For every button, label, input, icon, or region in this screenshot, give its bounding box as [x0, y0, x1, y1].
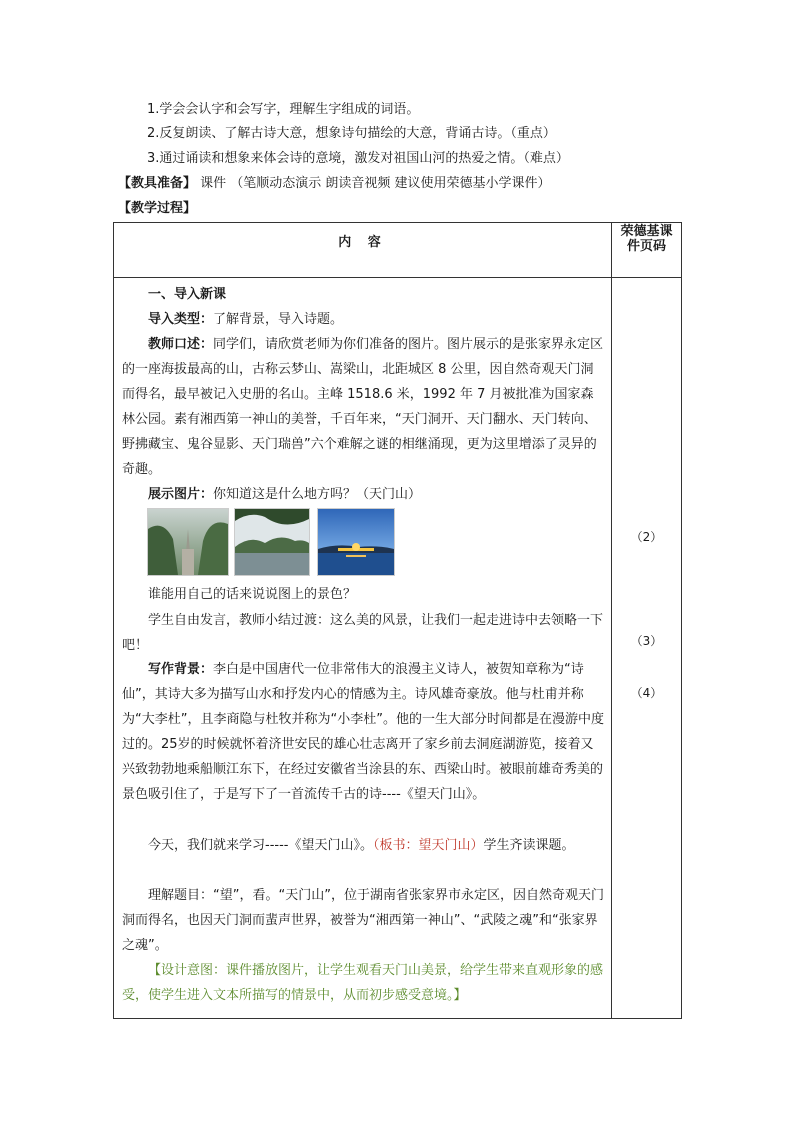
- section-title: 一、导入新课: [148, 287, 227, 302]
- board-writing: （板书：望天门山）: [372, 838, 484, 853]
- tianmen-mountain-photo: [147, 508, 229, 576]
- goal-1: 1.学会会认字和会写字，理解生字组成的词语。: [147, 102, 420, 117]
- intro-type: 导入类型：了解背景，导入诗题。: [148, 312, 344, 327]
- sunset-lake-photo: [317, 508, 395, 576]
- goal-2: 2.反复朗读、了解古诗大意，想象诗句描绘的大意，背诵古诗。（重点）: [147, 126, 556, 141]
- page-ref-2: （2）: [630, 530, 663, 544]
- lake-hills-photo: [234, 508, 310, 576]
- page-ref-3: （3）: [630, 634, 663, 648]
- page-ref-4: （4）: [630, 686, 663, 700]
- header-content: 内 容: [114, 223, 612, 278]
- process-label: 【教学过程】: [118, 201, 197, 216]
- discussion-text: 学生自由发言，教师小结过渡：这么美的风景，让我们一起走进诗中去领略一下吧！: [122, 613, 604, 653]
- header-page: 荣德基课件页码: [612, 223, 682, 278]
- question-text: 谁能用自己的话来说说图上的景色？: [148, 587, 357, 602]
- writing-background: 写作背景：李白是中国唐代一位非常伟大的浪漫主义诗人，被贺知章称为“诗仙”，其诗大多为描写山水和抒发内心的情感为主。诗风雄奇豪放。他与杜甫并称为“大李杜”，且李商隐与杜牧并称为“小李杜”。他的一生大部分时间都是在漫游中度过的。25岁的时候就怀着济世安民的雄心壮志离开了家乡前去洞庭湖游览，接着又兴致勃勃地乘船顺江东下，在经过安徽省当涂县的东、西梁山时。被眼前雄奇秀美的景色吸引住了，于是写下了一首流传千古的诗----《望天门山》。: [122, 662, 604, 802]
- prep-line: [118, 175, 551, 193]
- title-explanation: 理解题目：“望”，看。“天门山”，位于湖南省张家界市永定区，因自然奇观天门洞而得名，也因天门洞而蜚声世界，被誉为“湘西第一神山”、“武陵之魂”和“张家界之魂”。: [122, 888, 604, 953]
- page-cell: [612, 278, 682, 1019]
- lesson-table: [113, 222, 682, 1019]
- show-pictures: 展示图片：你知道这是什么地方吗？（天门山）: [148, 487, 422, 502]
- today-lesson: 今天，我们就来学习-----《望天门山》。（板书：望天门山）学生齐读课题。: [148, 838, 575, 853]
- teacher-talk: 教师口述：同学们，请欣赏老师为你们准备的图片。图片展示的是张家界永定区的一座海拔最高的山，古称云梦山、嵩梁山，北距城区 8 公里，因自然奇观天门洞而得名，最早被记入史册的名山。主峰 1518.6 米，1992 年 7 月被批准为国家森林公园。素有湘西第一神山的美誉，千百年来，“天门洞开、天门翻水、天门转向、野拂藏宝、鬼谷显影、天门瑞兽”六个难解之谜的相继涌现，更为这里增添了灵异的奇趣。: [122, 337, 604, 477]
- prep-text: 课件 （笔顺动态演示 朗读音视频 建议使用荣德基小学课件）: [196, 176, 551, 191]
- content-cell: [114, 278, 612, 1019]
- design-intent: 【设计意图：课件播放图片，让学生观看天门山美景，给学生带来直观形象的感受，使学生进入文本所描写的情景中，从而初步感受意境。】: [122, 963, 604, 1003]
- prep-label: 【教具准备】: [118, 176, 197, 191]
- goal-3: 3.通过诵读和想象来体会诗的意境，激发对祖国山河的热爱之情。（难点）: [147, 151, 569, 166]
